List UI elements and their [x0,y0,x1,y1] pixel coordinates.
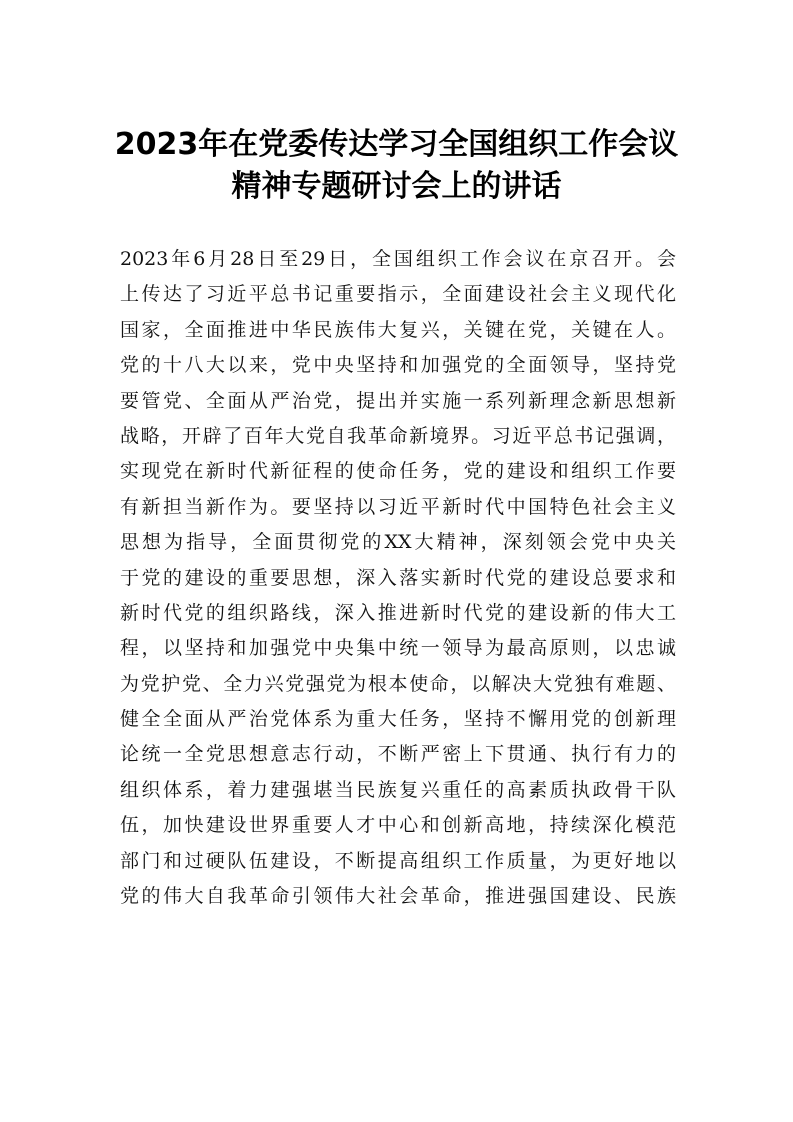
body-line: 健全全面从严治党体系为重大任务，坚持不懈用党的创新理 [120,708,676,731]
body-line: 伍，加快建设世界重要人才中心和创新高地，持续深化模范 [120,814,676,837]
body-line: 战略，开辟了百年大党自我革命新境界。习近平总书记强调， [120,424,676,447]
document-body [120,242,676,914]
body-line: 实现党在新时代新征程的使命任务，党的建设和组织工作要 [120,460,676,483]
body-line: 组织体系，着力建强堪当民族复兴重任的高素质执政骨干队 [120,778,676,801]
body-line: 2023年6月28日至29日，全国组织工作会议在京召开。会 [120,248,676,270]
body-line: 党的十八大以来，党中央坚持和加强党的全面领导，坚持党 [120,354,676,377]
body-line: 于党的建设的重要思想，深入落实新时代党的建设总要求和 [120,566,676,589]
body-line: 部门和过硬队伍建设，不断提高组织工作质量，为更好地以 [120,849,676,872]
body-line: 程，以坚持和加强党中央集中统一领导为最高原则，以忠诚 [120,637,676,660]
body-line: 为党护党、全力兴党强党为根本使命，以解决大党独有难题、 [120,672,676,695]
document-title-line-1: 2023年在党委传达学习全国组织工作会议 [114,127,679,162]
body-line: 思想为指导，全面贯彻党的XX大精神，深刻领会党中央关 [120,531,676,554]
body-line: 新时代党的组织路线，深入推进新时代党的建设新的伟大工 [120,601,676,624]
body-line: 党的伟大自我革命引领伟大社会革命，推进强国建设、民族 [120,885,676,908]
body-line: 上传达了习近平总书记重要指示，全面建设社会主义现代化 [120,283,676,306]
body-line: 有新担当新作为。要坚持以习近平新时代中国特色社会主义 [120,495,676,518]
document-title-line-2: 精神专题研讨会上的讲话 [231,169,562,204]
body-line: 要管党、全面从严治党，提出并实施一系列新理念新思想新 [120,389,676,412]
body-line: 论统一全党思想意志行动，不断严密上下贯通、执行有力的 [120,743,676,766]
body-line: 国家，全面推进中华民族伟大复兴，关键在党，关键在人。 [120,318,676,341]
